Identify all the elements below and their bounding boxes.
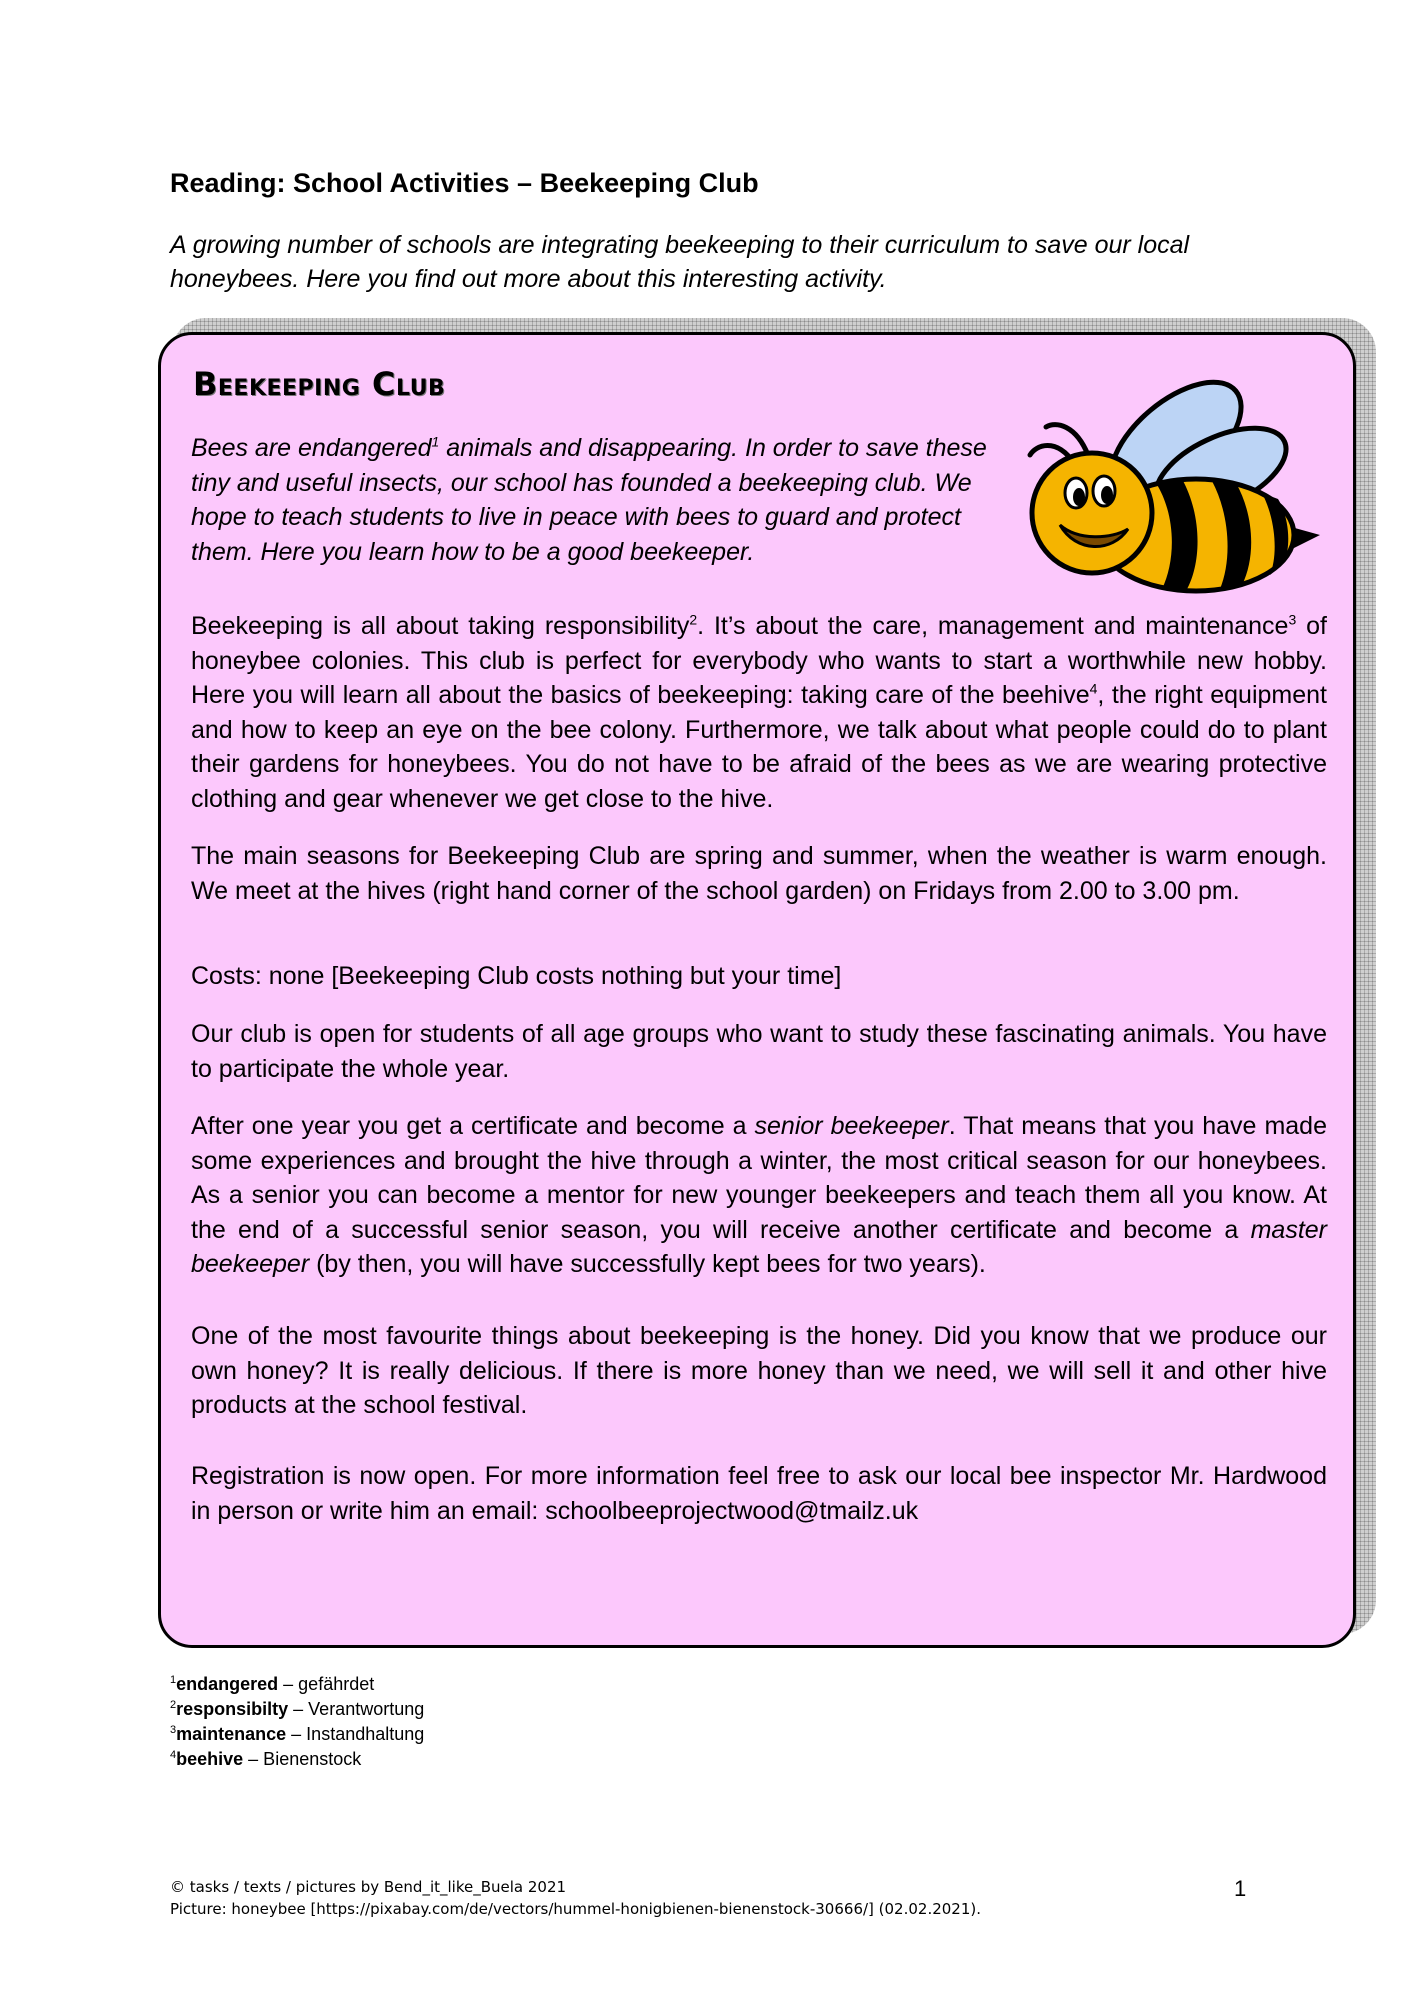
text-run: One of the most favourite things about beekeeping is the honey. Did you know that we produce our own honey? It is really delicious. If there is more honey than we need, we will sell it and other hive products at the school festival. [191, 1322, 1327, 1419]
italic-term: senior beekeeper [754, 1112, 949, 1140]
text-run: . That means that you have made some experiences and brought the hive through a winter, the most critical season for our honeybees. As a senior you can become a mentor for new younger beekeepers and teach them all you know. At the end of a successful senior season, you will receive another certificate and become a [191, 1112, 1327, 1244]
footer [170, 1876, 981, 1920]
paragraph-certificate [191, 1109, 1327, 1282]
glossary-item: $^3$maintenance – Instandhaltung [170, 1724, 425, 1744]
footnote-marker: 4 [1089, 680, 1098, 697]
text-run: (by then, you will have successfully kept bees for two years). [309, 1250, 986, 1278]
text-run: The main seasons for Beekeeping Club are spring and summer, when the weather is warm enough. We meet at the hives (right hand corner of the school garden) on Fridays from 2.00 to 3.00 pm. [191, 842, 1327, 905]
glossary [170, 1672, 424, 1772]
text-run: animals and disappearing. In order to save these tiny and useful insects, our school has founded a beekeeping club. We hope to teach students to live in peace with bees to guard and protect them. Here you learn how to be a good beekeeper. [191, 434, 987, 566]
text-run: of honeybee colonies. This club is perfect for everybody who wants to start a worthwhile new hobby. Here you will learn all about the basics of beekeeping: taking care of the beehive [191, 612, 1328, 709]
text-run: , the right equipment and how to keep an eye on the bee colony. Furthermore, we talk about what people could do to plant their gardens for honeybees. You do not have to be afraid of the bees as we are wearing protective clothing and gear whenever we get close to the hive. [191, 681, 1327, 813]
paragraph-seasons [191, 839, 1327, 908]
paragraph-open-for [191, 1017, 1327, 1086]
footnote-marker: 1 [431, 433, 440, 450]
intro-text: A growing number of schools are integrating beekeeping to their curriculum to save our local honeybees. Here you find out more about this interesting activity. [170, 231, 1190, 293]
club-panel [158, 332, 1356, 1648]
footnote-marker: 2 [689, 611, 698, 628]
text-run: Costs: none [Beekeeping Club costs nothing but your time] [191, 962, 842, 990]
paragraph-registration [191, 1459, 1327, 1528]
paragraph-costs [191, 959, 1327, 994]
paragraph-honey [191, 1319, 1327, 1423]
glossary-item: $^2$responsibilty – Verantwortung [170, 1699, 425, 1719]
footer-picture-credit: Picture: honeybee [https://pixabay.com/de/vectors/hummel-honigbienen-bienenstock-30666/] (02.02.2021). [170, 1900, 982, 1918]
text-run: . It’s about the care, management and maintenance [697, 612, 1289, 640]
text-run: Bees are endangered [191, 434, 432, 462]
text-run: Our club is open for students of all age groups who want to study these fascinating animals. You have to participate the whole year. [191, 1020, 1327, 1083]
bee-icon [1026, 375, 1326, 595]
glossary-item: $^1$endangered – gefährdet [170, 1674, 375, 1694]
footer-copyright: © tasks / texts / pictures by Bend_it_like_Buela 2021 [170, 1878, 567, 1896]
text-run: Registration is now open. For more information feel free to ask our local bee inspector Mr. Hardwood in person or write him an email: schoolbeeprojectwood@tmailz.uk [191, 1462, 1327, 1525]
lead-paragraph [191, 431, 1021, 569]
text-run: Beekeeping is all about taking responsibility [191, 612, 690, 640]
page-heading: Reading: School Activities – Beekeeping Club [170, 168, 759, 198]
glossary-item: $^4$beehive – Bienenstock [170, 1749, 362, 1769]
club-title: Beekeeping Club [193, 365, 446, 403]
text-run: After one year you get a certificate and become a [191, 1112, 755, 1140]
paragraph-responsibility [191, 609, 1327, 816]
footnote-marker: 3 [1288, 611, 1297, 628]
italic-term: master beekeeper [191, 1215, 1327, 1278]
page-number: 1 [1234, 1876, 1247, 1901]
